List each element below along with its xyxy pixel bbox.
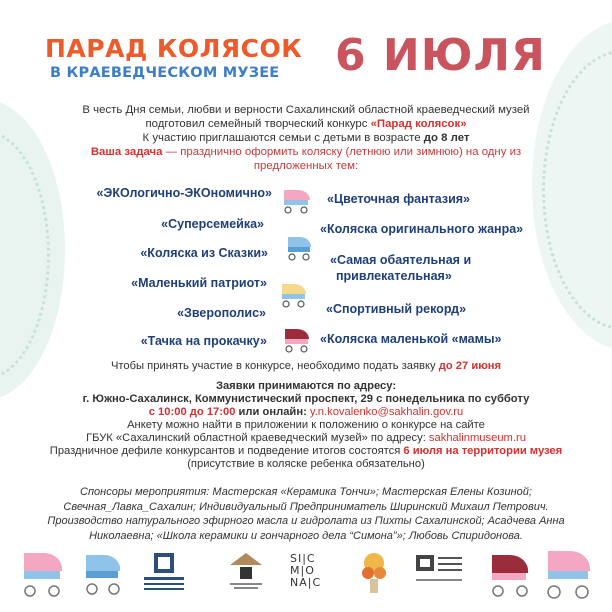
theme-item: «Маленький патриот» [131, 276, 267, 290]
stroller-decor-icon [80, 549, 128, 599]
sponsors-line: Спонсоры мероприятия: Мастерская «Керамика Тончи»; Мастерская Елены Козиной; [80, 486, 532, 498]
workshop-logo-icon [414, 551, 464, 595]
intro-line: Ваша задача — празднично оформить коляску (летнюю или зимнюю) на одну из [90, 146, 522, 158]
apply-deadline: Чтобы принять участие в конкурсе, необходимо подать заявку до 27 июня [110, 360, 502, 372]
stroller-icon [280, 325, 314, 353]
theme-item: «ЭКОлогично-ЭКОномично» [96, 186, 272, 200]
poster-subtitle: В КРАЕВЕДЧЕСКОМ МУЗЕЕ [50, 65, 280, 81]
sponsors-line: Свечная_Лавка_Сахалин; Индивидуальный Предприниматель Ширинский Михаил Петрович. [63, 500, 549, 513]
address: г. Южно-Сахалинск, Коммунистический проспект, 29 с понедельника по субботу [82, 393, 530, 405]
theme-item: «Коляска оригинального жанра» [320, 222, 524, 236]
stroller-icon [277, 280, 311, 308]
sponsors-block [30, 485, 582, 543]
stroller-icon [282, 233, 316, 261]
theme-item: «Спортивный рекорд» [326, 302, 467, 316]
defile-line: Праздничное дефиле конкурсантов и подведение итогов состоятся 6 июля на территории музея [49, 445, 563, 457]
intro-line: подготовил семейный творческий конкурс «Парад колясок» [145, 118, 467, 130]
candle-logo-icon [356, 549, 392, 597]
theme-item: «Тачка на прокачку» [140, 334, 267, 348]
site-link[interactable]: sakhalinmuseum.ru [428, 432, 526, 444]
stroller-decor-icon [540, 545, 600, 603]
header [0, 26, 612, 96]
email-link[interactable]: y.n.kovalenko@sakhalin.gov.ru [309, 406, 464, 418]
intro-line: предложенных тем: [253, 160, 359, 172]
intro-text [30, 103, 582, 173]
stroller-decor-icon [16, 547, 74, 603]
accept-label: Заявки принимаются по адресу: [215, 380, 397, 392]
museum-logo-icon [140, 551, 188, 597]
theme-item: «Коляска маленькой «мамы» [320, 332, 502, 346]
simona-logo: SI|C M|O NA|C [290, 552, 322, 589]
site-line: ГБУК «Сахалинский областной краеведческий музей» по адресу: sakhalinmuseum.ru [86, 432, 526, 444]
contest-name: «Парад колясок» [370, 118, 467, 130]
app-line: Анкету можно найти в приложении к положению о конкурсе на сайте [127, 419, 485, 431]
theme-item: «Коляска из Сказки» [140, 246, 268, 260]
poster-title: ПАРАД КОЛЯСОК [45, 34, 303, 63]
theme-item: «Суперсемейка» [161, 217, 264, 231]
theme-item: «Цветочная фантазия» [327, 192, 471, 206]
age-limit: до 8 лет [423, 132, 470, 144]
task-label: Ваша задача [90, 146, 163, 158]
theme-item: привлекательная» [336, 269, 452, 283]
event-date: 6 ИЮЛЯ [335, 30, 546, 81]
hours-and-online: с 10:00 до 17:00 или онлайн: y.n.kovalenko@sakhalin.gov.ru [148, 406, 464, 418]
intro-line: В честь Дня семьи, любви и верности Сахалинский областной краеведческий музей [82, 104, 530, 116]
stroller-icon [280, 186, 314, 214]
theme-item: «Зверополис» [177, 306, 266, 320]
intro-line: К участию приглашаются семьи с детьми в возрасте до 8 лет [142, 132, 470, 144]
sponsors-line: Николаевна; «Школа керамики и гончарного дела “Симона”»; Любовь Спиридонова. [89, 529, 523, 542]
stroller-decor-icon [486, 549, 536, 601]
theme-item: «Самая обаятельная и [330, 253, 472, 267]
presence-note: (присутствие в коляске ребенка обязательно) [187, 458, 425, 470]
logos-row [0, 545, 612, 605]
sponsors-line: Производство натурального эфирного масла и гидролата из Пихты Сахалинской; Асадчева Анна [47, 515, 565, 527]
ceramics-logo-icon [226, 551, 266, 595]
